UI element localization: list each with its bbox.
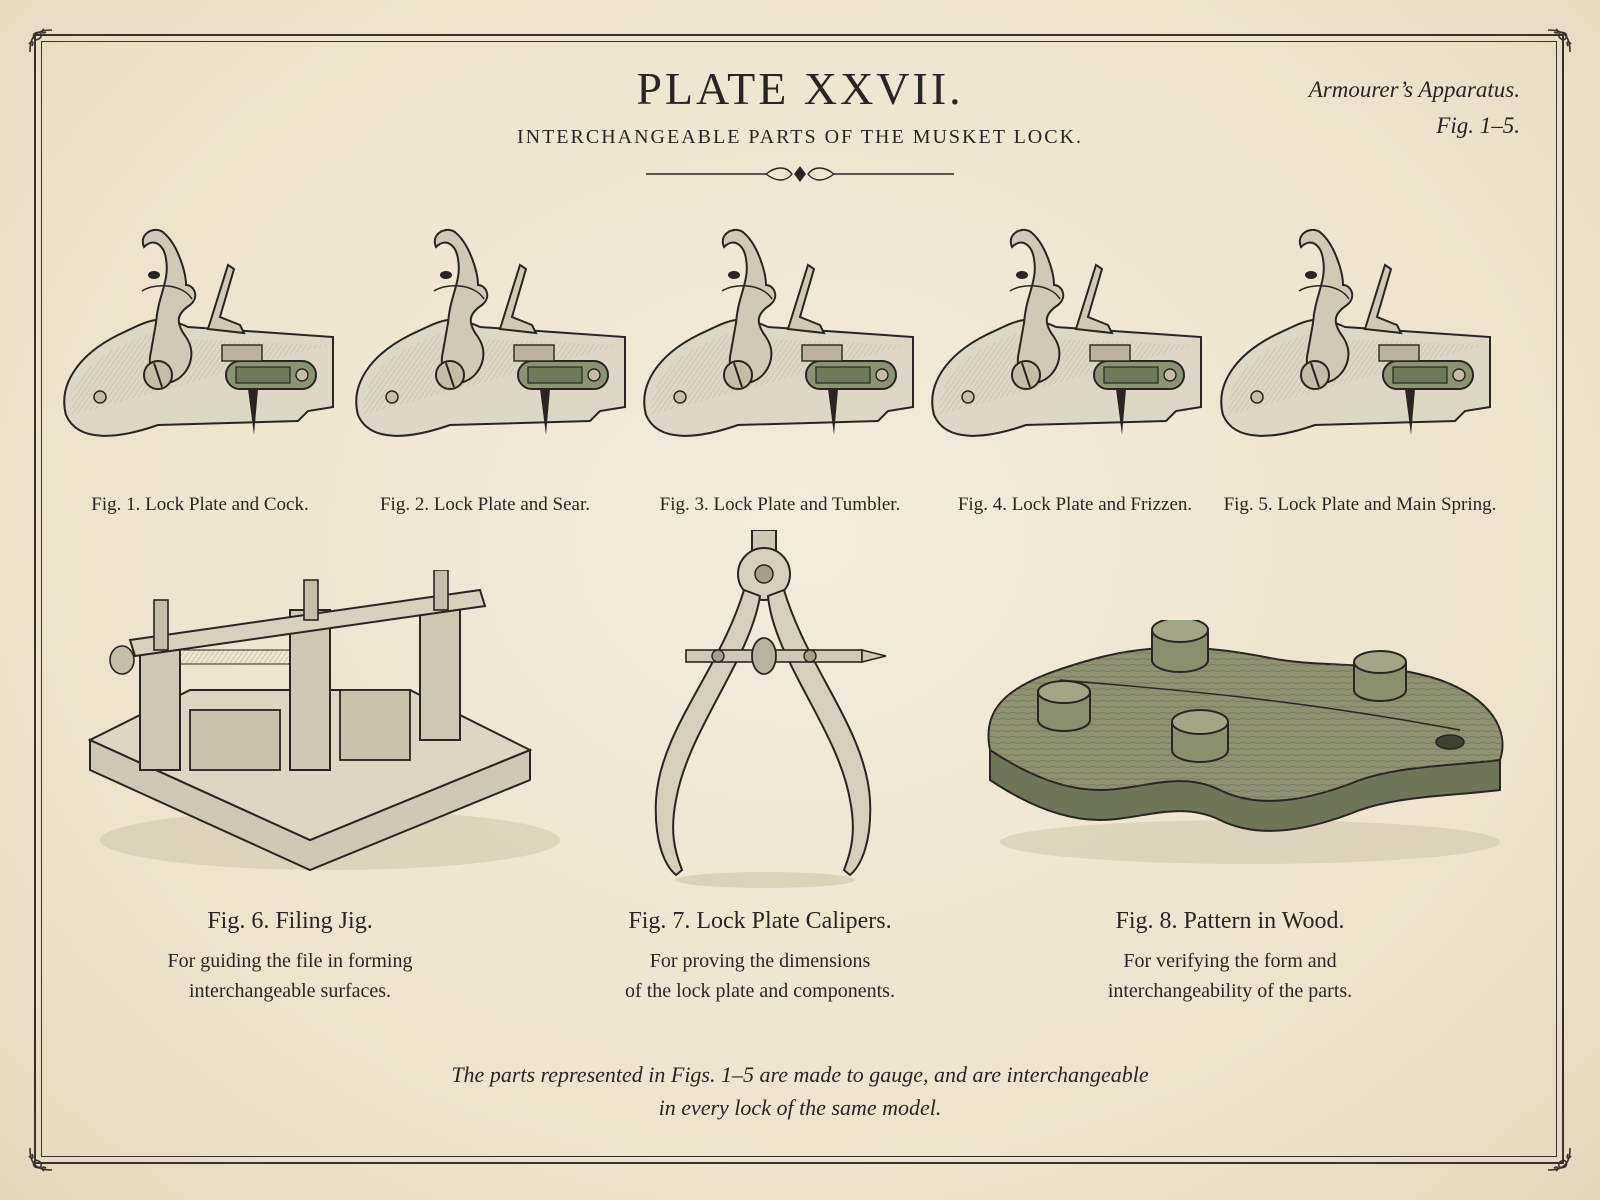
plate-title: PLATE XXVII.: [636, 63, 964, 114]
fig6-desc-line: For guiding the file in forming: [167, 950, 413, 972]
apparatus-note-figs: Fig. 1–5.: [1436, 113, 1520, 138]
wood-pattern-illustration: [980, 620, 1520, 870]
fig1-caption: Fig. 1. Lock Plate and Cock.: [91, 494, 309, 515]
fig8-description: [1045, 946, 1415, 1006]
title-flourish-icon: [646, 162, 954, 186]
corner-ornament-icon: [26, 26, 56, 56]
filing-jig-illustration: [80, 570, 570, 890]
fig3-caption: Fig. 3. Lock Plate and Tumbler.: [659, 494, 901, 515]
lock-illustration-fig3: [638, 225, 923, 455]
footnote-line: The parts represented in Figs. 1–5 are made to gauge, and are interchangeable: [451, 1062, 1149, 1087]
footnote-line: in every lock of the same model.: [658, 1095, 942, 1120]
lock-illustration-fig4: [926, 225, 1211, 455]
fig6-description: [110, 946, 470, 1006]
lock-illustration-fig5: [1215, 225, 1500, 455]
fig5-caption: Fig. 5. Lock Plate and Main Spring.: [1223, 494, 1497, 515]
lock-illustration-fig1: [58, 225, 343, 455]
apparatus-note-line: Armourer’s Apparatus.: [1308, 77, 1520, 102]
lock-illustration-fig2: [350, 225, 635, 455]
fig2-caption: Fig. 2. Lock Plate and Sear.: [379, 494, 591, 515]
plate-subtitle: INTERCHANGEABLE PARTS OF THE MUSKET LOCK.: [516, 126, 1084, 148]
plate-footnote: [300, 1058, 1300, 1124]
fig7-desc-line: For proving the dimensions: [649, 950, 871, 972]
fig4-caption: Fig. 4. Lock Plate and Frizzen.: [957, 494, 1193, 515]
fig8-title: Fig. 8. Pattern in Wood.: [1115, 908, 1345, 934]
fig7-desc-line: of the lock plate and components.: [625, 980, 895, 1002]
calipers-illustration: [640, 530, 890, 890]
fig8-desc-line: For verifying the form and: [1123, 950, 1337, 972]
fig7-description: [565, 946, 955, 1006]
corner-ornament-icon: [26, 1144, 56, 1174]
corner-ornament-icon: [1544, 26, 1574, 56]
fig7-title: Fig. 7. Lock Plate Calipers.: [628, 908, 892, 934]
fig6-desc-line: interchangeable surfaces.: [188, 980, 392, 1002]
fig6-title: Fig. 6. Filing Jig.: [207, 908, 373, 934]
apparatus-note: [1309, 72, 1520, 144]
fig8-desc-line: interchangeability of the parts.: [1107, 980, 1353, 1002]
corner-ornament-icon: [1544, 1144, 1574, 1174]
